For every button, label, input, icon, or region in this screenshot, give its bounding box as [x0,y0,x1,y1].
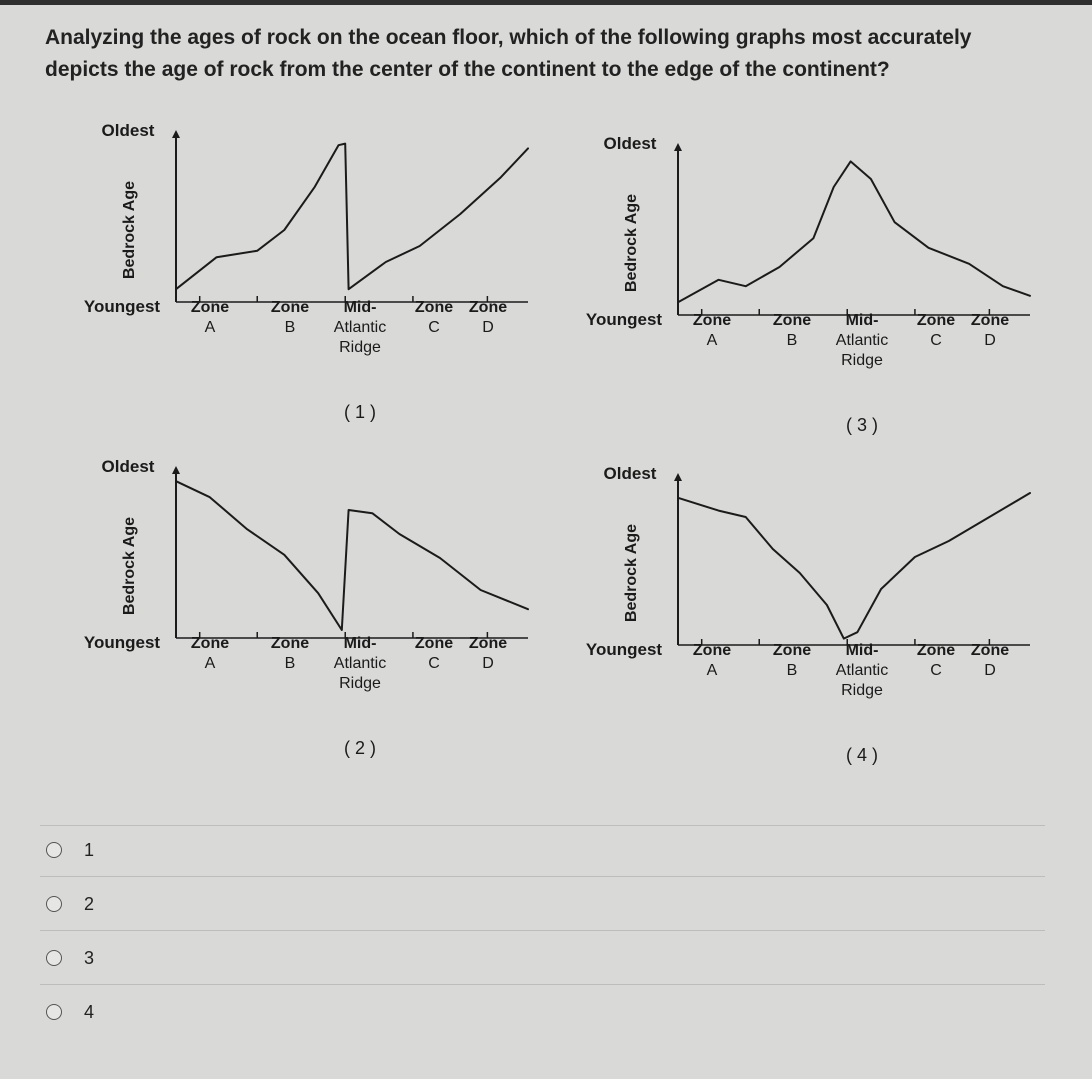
option-label: 3 [84,947,95,968]
x-tick-label: Zone [270,299,310,316]
x-tick-label: Zone [414,635,454,652]
x-tick-label: Zone [414,299,454,316]
x-tick-label: B [786,332,798,349]
x-tick-label: D [482,319,494,336]
x-tick-label: Zone [916,312,956,329]
x-tick-label: Zone [916,642,956,659]
chart-svg [580,455,1040,775]
x-tick-label: Atlantic [835,662,889,679]
graph-caption: ( 4 ) [845,745,879,765]
x-tick-label: Mid- [845,642,879,659]
divider [40,930,1045,931]
option-label: 2 [84,893,95,914]
x-tick-label: A [204,319,216,336]
x-tick-label: Zone [692,312,732,329]
radio-button[interactable] [46,950,62,966]
y-axis-top-label: Oldest [101,121,155,140]
x-tick-label: Zone [190,635,230,652]
y-axis-title: Bedrock Age [623,193,640,293]
chart-svg [78,112,538,432]
x-tick-label: Zone [190,299,230,316]
graph-caption: ( 2 ) [343,738,377,758]
x-tick-label: D [984,332,996,349]
x-tick-label: Zone [970,312,1010,329]
y-axis-top-label: Oldest [101,457,155,476]
x-tick-label: Atlantic [333,655,387,672]
graph-caption: ( 1 ) [343,402,377,422]
x-tick-label: C [930,332,942,349]
y-axis-arrow-icon [674,473,682,481]
y-axis-title: Bedrock Age [121,180,138,280]
y-axis-bottom-label: Youngest [83,633,161,652]
x-tick-label: Zone [468,299,508,316]
x-tick-label: Zone [270,635,310,652]
x-tick-label: Zone [970,642,1010,659]
x-tick-label: D [984,662,996,679]
x-tick-label: Atlantic [835,332,889,349]
top-border [0,0,1092,5]
option-2[interactable] [46,892,94,916]
x-tick-label: A [706,332,718,349]
radio-button[interactable] [46,1004,62,1020]
x-tick-label: B [284,655,296,672]
y-axis-bottom-label: Youngest [585,640,663,659]
x-tick-label: Mid- [845,312,879,329]
graph-caption: ( 3 ) [845,415,879,435]
divider [40,876,1045,877]
option-label: 1 [84,839,95,860]
x-tick-label: Mid- [343,299,377,316]
x-tick-label: Zone [772,642,812,659]
y-axis-arrow-icon [172,466,180,474]
graph-1 [78,112,538,432]
x-tick-label: Atlantic [333,319,387,336]
x-tick-label: Ridge [841,682,883,699]
x-tick-label: C [428,655,440,672]
divider [40,984,1045,985]
x-tick-label: B [786,662,798,679]
y-axis-arrow-icon [172,130,180,138]
x-tick-label: D [482,655,494,672]
option-1[interactable] [46,838,94,862]
series-line [678,161,1030,302]
divider [40,825,1045,826]
option-label: 4 [84,1001,95,1022]
graph-4 [580,455,1040,775]
y-axis-top-label: Oldest [603,464,657,483]
x-tick-label: Zone [692,642,732,659]
series-line [176,481,528,630]
option-3[interactable] [46,946,94,970]
chart-svg [580,125,1040,445]
x-tick-label: Ridge [841,352,883,369]
graph-3 [580,125,1040,445]
x-tick-label: Zone [468,635,508,652]
x-tick-label: C [930,662,942,679]
graph-2 [78,448,538,768]
series-line [176,144,528,290]
y-axis-title: Bedrock Age [121,516,138,616]
y-axis-bottom-label: Youngest [585,310,663,329]
x-tick-label: Ridge [339,339,381,356]
x-tick-label: C [428,319,440,336]
radio-button[interactable] [46,842,62,858]
x-tick-label: A [204,655,216,672]
y-axis-bottom-label: Youngest [83,297,161,316]
option-4[interactable] [46,1000,94,1024]
x-tick-label: Zone [772,312,812,329]
y-axis-arrow-icon [674,143,682,151]
y-axis-title: Bedrock Age [623,523,640,623]
series-line [678,493,1030,639]
radio-button[interactable] [46,896,62,912]
y-axis-top-label: Oldest [603,134,657,153]
x-tick-label: A [706,662,718,679]
x-tick-label: Mid- [343,635,377,652]
x-tick-label: Ridge [339,675,381,692]
chart-svg [78,448,538,768]
question-text: Analyzing the ages of rock on the ocean floor, which of the following graphs most accurately depicts the age of rock from the center of the continent to the edge of the continent? [45,26,972,81]
x-tick-label: B [284,319,296,336]
